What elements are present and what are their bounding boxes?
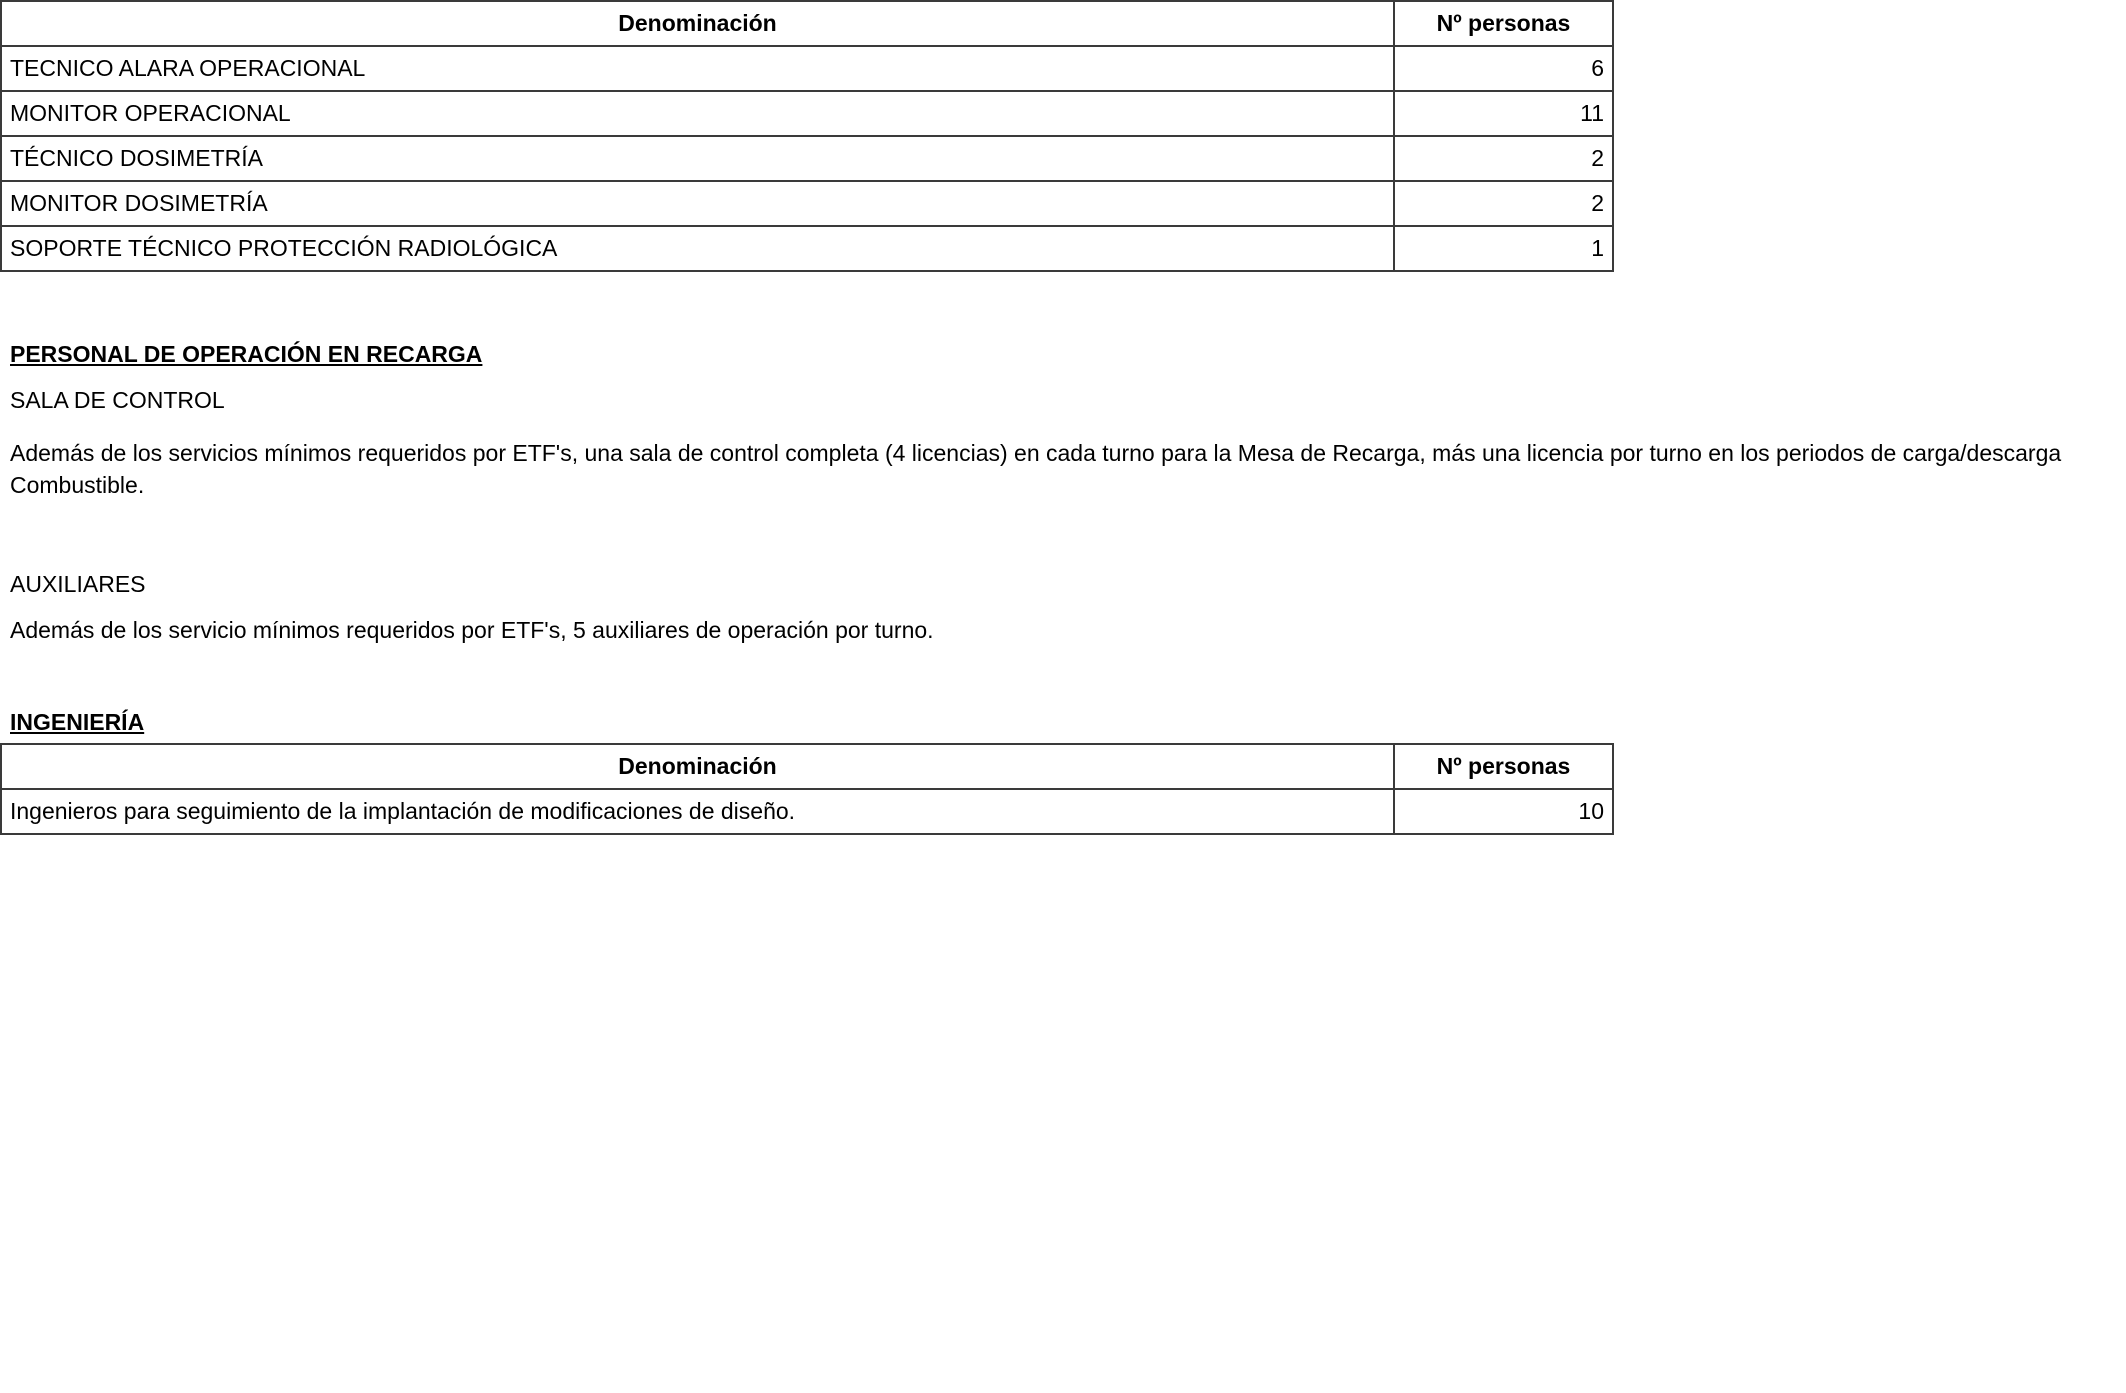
row-name: TECNICO ALARA OPERACIONAL	[1, 46, 1394, 91]
table-header-row	[1, 1, 1613, 46]
row-name: MONITOR DOSIMETRÍA	[1, 181, 1394, 226]
header-denominacion: Denominación	[1, 1, 1394, 46]
header-num-personas: Nº personas	[1394, 1, 1613, 46]
header-denominacion: Denominación	[1, 744, 1394, 789]
table-row	[1, 789, 1613, 834]
sala-control-text-line1: Además de los servicios mínimos requeridos por ETF's, una sala de control completa (4 licencias) en cada turno para la Mesa de Recarga, más una licencia por turno en los periodos de carga/descarga	[10, 440, 2062, 466]
row-count: 1	[1394, 226, 1613, 271]
staff-table	[0, 0, 1614, 272]
ingenieria-heading: INGENIERÍA	[10, 709, 145, 735]
row-name: Ingenieros para seguimiento de la implantación de modificaciones de diseño.	[1, 789, 1394, 834]
row-count: 2	[1394, 181, 1613, 226]
row-count: 11	[1394, 91, 1613, 136]
header-num-personas: Nº personas	[1394, 744, 1613, 789]
row-name: TÉCNICO DOSIMETRÍA	[1, 136, 1394, 181]
table-row	[1, 91, 1613, 136]
auxiliares-text: Además de los servicio mínimos requeridos por ETF's, 5 auxiliares de operación por turno.	[10, 617, 934, 643]
ingenieria-table	[0, 743, 1614, 835]
table-row	[1, 226, 1613, 271]
table-header-row	[1, 744, 1613, 789]
row-count: 6	[1394, 46, 1613, 91]
table-row	[1, 181, 1613, 226]
recarga-heading: PERSONAL DE OPERACIÓN EN RECARGA	[10, 341, 483, 367]
sala-control-label: SALA DE CONTROL	[10, 387, 225, 413]
row-count: 2	[1394, 136, 1613, 181]
auxiliares-label: AUXILIARES	[10, 571, 146, 597]
row-count: 10	[1394, 789, 1613, 834]
table-row	[1, 46, 1613, 91]
row-name: SOPORTE TÉCNICO PROTECCIÓN RADIOLÓGICA	[1, 226, 1394, 271]
table-row	[1, 136, 1613, 181]
sala-control-text-line2: Combustible.	[10, 472, 145, 498]
row-name: MONITOR OPERACIONAL	[1, 91, 1394, 136]
